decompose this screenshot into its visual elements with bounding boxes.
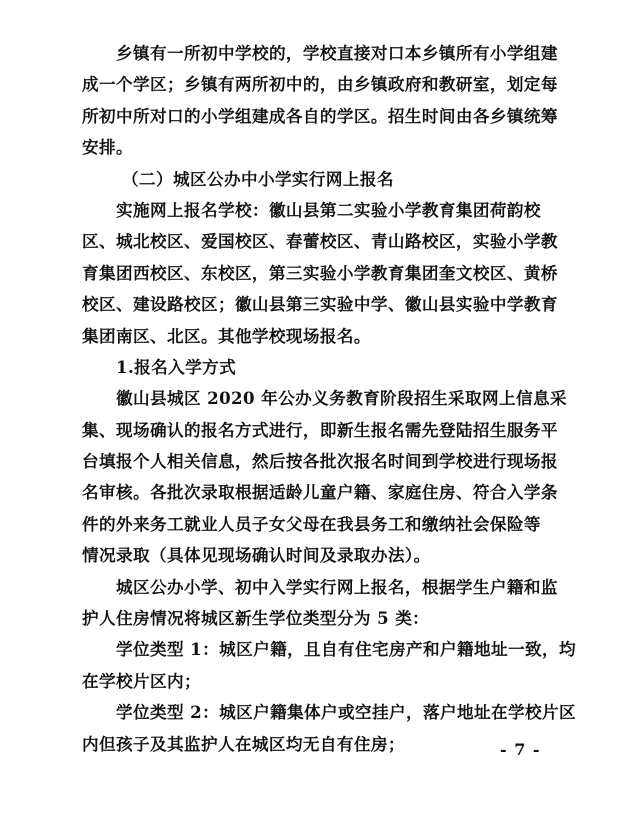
text-line: 集、现场确认的报名方式进行，即新生报名需先登陆招生服务平 bbox=[82, 419, 558, 440]
text-line: 徽山县城区 2020 年公办义务教育阶段招生采取网上信息采 bbox=[116, 388, 567, 409]
text-line: （二）城区公办中小学实行网上报名 bbox=[122, 168, 394, 189]
text-line: 台填报个人相关信息，然后按各批次报名时间到学校进行现场报 bbox=[82, 451, 558, 472]
text-line: 护人住房情况将城区新生学位类型分为 5 类： bbox=[82, 608, 430, 629]
body-text bbox=[82, 38, 576, 760]
text-line: 校区、建设路校区；徽山县第三实验中学、徽山县实验中学教育 bbox=[82, 294, 558, 315]
text-line: 成一个学区；乡镇有两所初中的，由乡镇政府和教研室，划定每 bbox=[82, 74, 558, 95]
text-line: 区、城北校区、爱国校区、春蕾校区、青山路校区，实验小学教 bbox=[82, 231, 558, 252]
text-line: 名审核。各批次录取根据适龄儿童户籍、家庭住房、符合入学条 bbox=[82, 482, 558, 503]
page-number: - 7 - bbox=[500, 740, 541, 759]
text-line: 件的外来务工就业人员子女父母在我县务工和缴纳社会保险等 bbox=[82, 513, 541, 534]
text-line: 学位类型 1：城区户籍，且自有住宅房产和户籍地址一致，均 bbox=[116, 639, 576, 660]
text-line: 在学校片区内； bbox=[82, 670, 201, 691]
text-line: 学位类型 2：城区户籍集体户或空挂户，落户地址在学校片区 bbox=[116, 702, 576, 723]
text-line: 实施网上报名学校：徽山县第二实验小学教育集团荷韵校 bbox=[116, 199, 541, 220]
text-line: 安排。 bbox=[82, 137, 133, 158]
text-line: 所初中所对口的小学组建成各自的学区。招生时间由各乡镇统筹 bbox=[82, 105, 558, 126]
text-line: 1.报名入学方式 bbox=[116, 356, 237, 377]
text-line: 乡镇有一所初中学校的，学校直接对口本乡镇所有小学组建 bbox=[116, 43, 558, 63]
text-line: 内但孩子及其监护人在城区均无自有住房； bbox=[82, 733, 405, 754]
text-line: 情况录取（具体见现场确认时间及录取办法）。 bbox=[82, 545, 431, 566]
text-line: 集团南区、北区。其他学校现场报名。 bbox=[82, 325, 371, 346]
text-line: 育集团西校区、东校区，第三实验小学教育集团奎文校区、黄桥 bbox=[82, 262, 558, 283]
text-line: 城区公办小学、初中入学实行网上报名，根据学生户籍和监 bbox=[116, 576, 558, 597]
